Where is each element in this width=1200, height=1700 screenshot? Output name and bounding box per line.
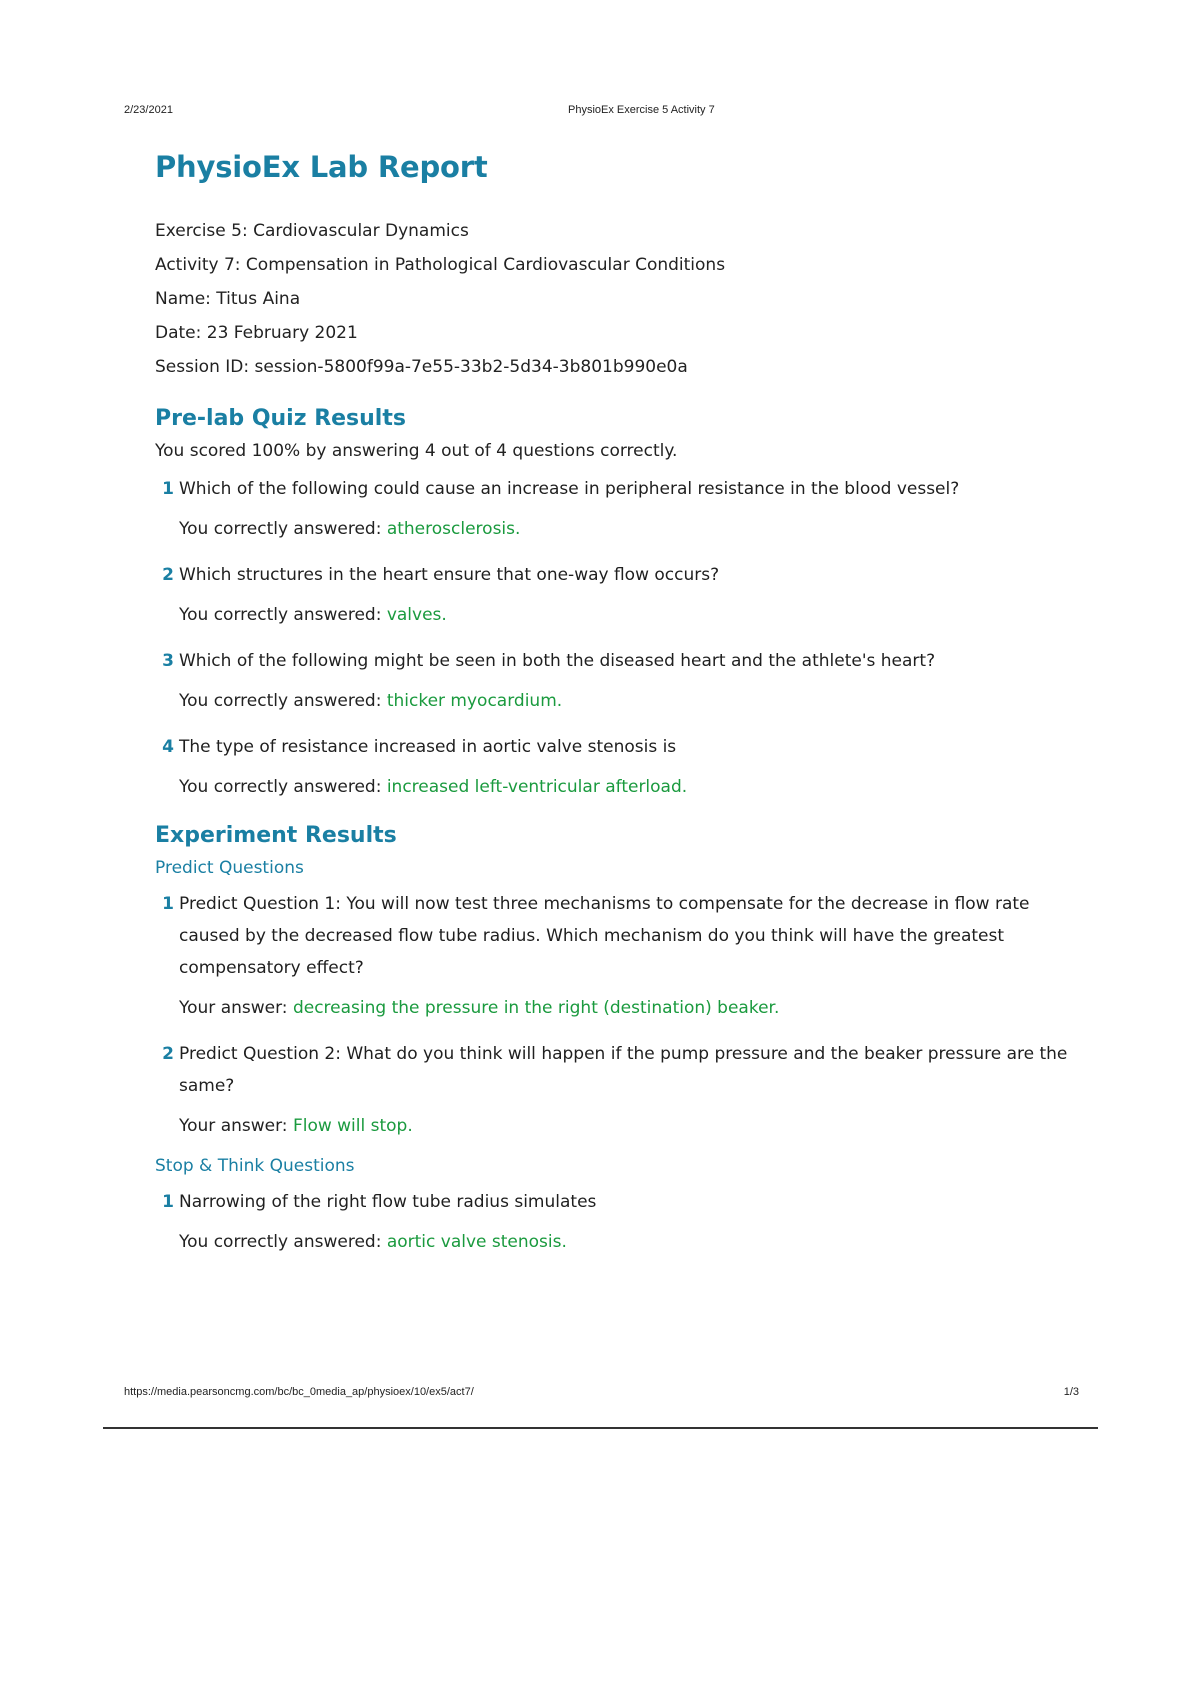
prelab-answer — [179, 773, 1075, 801]
exercise-line: Exercise 5: Cardiovascular Dynamics — [155, 221, 469, 241]
prelab-score: You scored 100% by answering 4 out of 4 questions correctly. — [155, 441, 678, 461]
prelab-answer — [179, 515, 1075, 543]
prelab-question — [155, 559, 1075, 591]
question-number: 3 — [162, 651, 174, 671]
answer-label: Your answer: — [179, 998, 293, 1018]
answer-label: You correctly answered: — [179, 1232, 387, 1252]
answer-value: thicker myocardium. — [386, 691, 563, 711]
prelab-answer — [179, 601, 1075, 629]
question-number: 1 — [162, 479, 174, 499]
print-url: https://media.pearsoncmg.com/bc/bc_0media_ap/physioex/10/ex5/act7/ — [124, 1386, 474, 1398]
report-content — [155, 150, 1075, 1272]
prelab-question — [155, 473, 1075, 505]
prelab-heading: Pre-lab Quiz Results — [155, 406, 406, 431]
predict-question — [155, 1038, 1075, 1102]
question-number: 1 — [162, 894, 174, 914]
name-line: Name: Titus Aina — [155, 289, 301, 309]
answer-label: You correctly answered: — [179, 519, 387, 539]
page-divider — [103, 1427, 1098, 1429]
answer-label: You correctly answered: — [179, 605, 387, 625]
stop-think-question — [155, 1186, 1075, 1218]
answer-label: You correctly answered: — [179, 777, 387, 797]
question-text: Which of the following could cause an increase in peripheral resistance in the blood vessel? — [179, 479, 960, 499]
stop-think-heading: Stop & Think Questions — [155, 1156, 355, 1176]
answer-value: atherosclerosis. — [386, 519, 521, 539]
question-text: The type of resistance increased in aortic valve stenosis is — [179, 737, 677, 757]
answer-value: decreasing the pressure in the right (destination) beaker. — [292, 998, 780, 1018]
question-number: 4 — [162, 737, 174, 757]
print-title: PhysioEx Exercise 5 Activity 7 — [568, 104, 715, 116]
session-line: Session ID: session-5800f99a-7e55-33b2-5d34-3b801b990e0a — [155, 357, 688, 377]
question-number: 2 — [162, 565, 174, 585]
print-date: 2/23/2021 — [124, 104, 173, 116]
question-text: Narrowing of the right flow tube radius simulates — [179, 1192, 597, 1212]
predict-heading: Predict Questions — [155, 858, 304, 878]
answer-value: increased left-ventricular afterload. — [386, 777, 688, 797]
stop-think-answer — [179, 1228, 1075, 1256]
date-line: Date: 23 February 2021 — [155, 323, 358, 343]
predict-answer — [179, 1112, 1075, 1140]
experiment-heading: Experiment Results — [155, 823, 397, 848]
question-text: Which of the following might be seen in both the diseased heart and the athlete's heart? — [179, 651, 936, 671]
prelab-answer — [179, 687, 1075, 715]
predict-answer — [179, 994, 1075, 1022]
question-number: 1 — [162, 1192, 174, 1212]
predict-question — [155, 888, 1075, 984]
question-number: 2 — [162, 1044, 174, 1064]
answer-label: Your answer: — [179, 1116, 293, 1136]
activity-line: Activity 7: Compensation in Pathological Cardiovascular Conditions — [155, 255, 726, 275]
question-text: Predict Question 1: You will now test three mechanisms to compensate for the decrease in flow rate caused by the decreased flow tube radius. Which mechanism do you think will have the greatest compensatory effect? — [179, 894, 1030, 978]
prelab-question — [155, 731, 1075, 763]
page-number: 1/3 — [1063, 1386, 1079, 1398]
prelab-question — [155, 645, 1075, 677]
answer-value: aortic valve stenosis. — [386, 1232, 567, 1252]
report-title: PhysioEx Lab Report — [155, 150, 488, 184]
answer-value: Flow will stop. — [292, 1116, 413, 1136]
question-text: Predict Question 2: What do you think will happen if the pump pressure and the beaker pressure are the same? — [179, 1044, 1068, 1096]
answer-value: valves. — [386, 605, 447, 625]
answer-label: You correctly answered: — [179, 691, 387, 711]
question-text: Which structures in the heart ensure that one-way flow occurs? — [179, 565, 720, 585]
